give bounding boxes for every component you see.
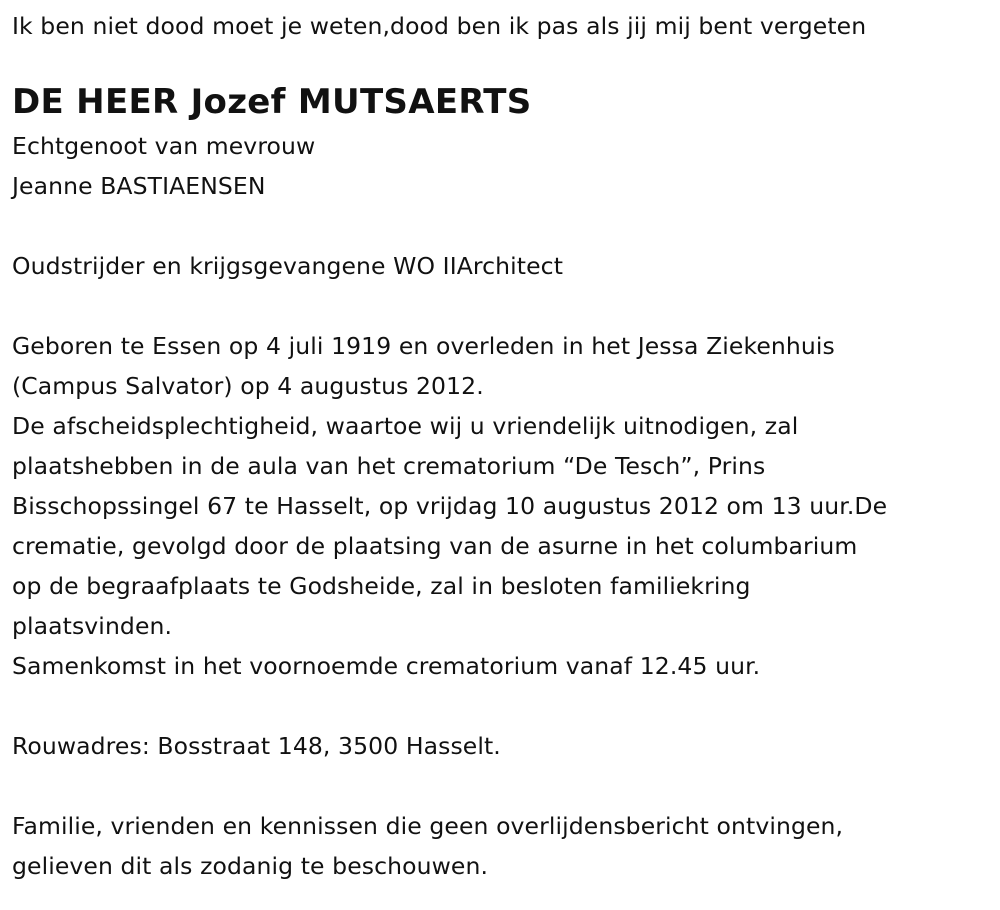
spacer xyxy=(12,206,988,246)
mourning-address: Rouwadres: Bosstraat 148, 3500 Hasselt. xyxy=(12,732,501,760)
details-line: Geboren te Essen op 4 juli 1919 en overleden in het Jessa Ziekenhuis xyxy=(12,332,835,360)
details-line: Samenkomst in het voornoemde crematorium vanaf 12.45 uur. xyxy=(12,652,761,680)
spacer xyxy=(12,766,988,806)
closing-line: gelieven dit als zodanig te beschouwen. xyxy=(12,852,489,880)
details-line: crematie, gevolgd door de plaatsing van de asurne in het columbarium xyxy=(12,532,858,560)
details-line: De afscheidsplechtigheid, waartoe wij u vriendelijk uitnodigen, zal xyxy=(12,412,799,440)
spouse-line-1: Echtgenoot van mevrouw xyxy=(12,132,316,160)
spacer xyxy=(12,286,988,326)
details-line: Bisschopssingel 67 te Hasselt, op vrijdag 10 augustus 2012 om 13 uur.De xyxy=(12,492,888,520)
spouse-line-2: Jeanne BASTIAENSEN xyxy=(12,172,266,200)
details-line: op de begraafplaats te Godsheide, zal in besloten familiekring xyxy=(12,572,751,600)
details-line: plaatsvinden. xyxy=(12,612,173,640)
closing-line: Familie, vrienden en kennissen die geen overlijdensbericht ontvingen, xyxy=(12,812,844,840)
deceased-name-title: DE HEER Jozef MUTSAERTS xyxy=(12,82,532,122)
occupation-text: Oudstrijder en krijgsgevangene WO IIArchitect xyxy=(12,252,564,280)
quote-text: Ik ben niet dood moet je weten,dood ben ik pas als jij mij bent vergeten xyxy=(12,12,867,40)
details-line: (Campus Salvator) op 4 augustus 2012. xyxy=(12,372,484,400)
spacer xyxy=(12,686,988,726)
details-line: plaatshebben in de aula van het crematorium “De Tesch”, Prins xyxy=(12,452,766,480)
